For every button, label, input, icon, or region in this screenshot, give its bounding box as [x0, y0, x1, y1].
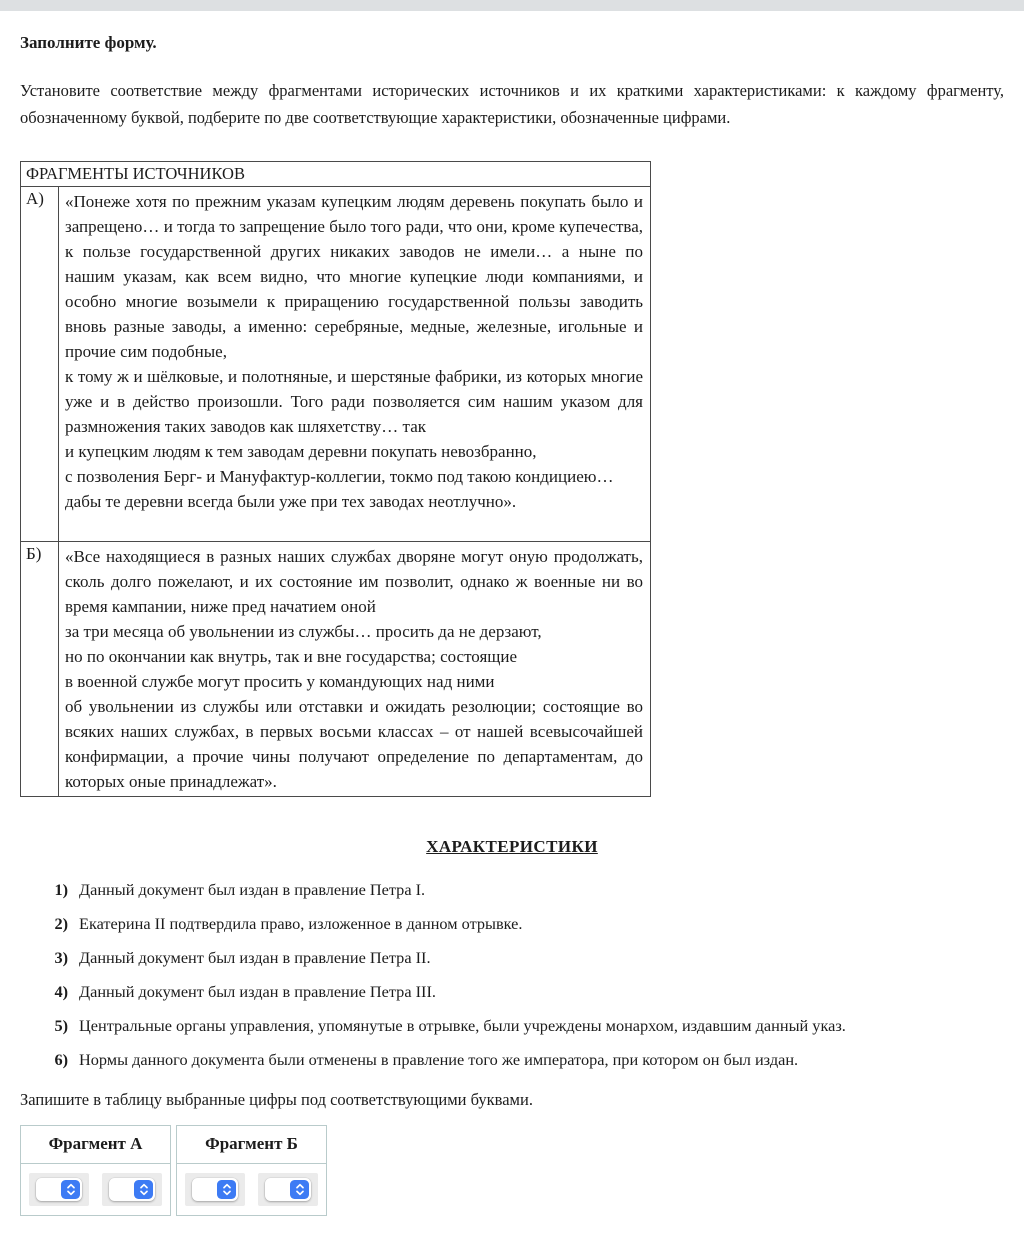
fragment-b-label: Б) [21, 542, 59, 797]
fragment-text-line: за три месяца об увольнении из службы… просить да не дерзают, [65, 622, 542, 642]
list-item [20, 981, 1004, 1002]
fragment-text-line: с позволения Берг- и Мануфактур-коллегии, токмо под такою кондициею… [65, 467, 614, 487]
answer-body-fragment-a [21, 1164, 170, 1215]
answer-body-fragment-b [177, 1164, 326, 1215]
fragment-a-text [59, 187, 651, 542]
item-text: Центральные органы управления, упомянутые в отрывке, были учреждены монархом, издавшим данный указ. [79, 1016, 846, 1036]
fragment-text-line: в военной службе могут просить у командующих над ними [65, 672, 495, 692]
list-item [20, 913, 1004, 934]
item-number: 2) [54, 914, 68, 934]
answer-tables [20, 1125, 1004, 1216]
page-title: Заполните форму. [20, 33, 157, 52]
answer-header-fragment-a: Фрагмент А [21, 1126, 170, 1164]
chevron-up-down-icon[interactable] [290, 1180, 309, 1199]
fragments-table-header: ФРАГМЕНТЫ ИСТОЧНИКОВ [21, 162, 651, 187]
table-row [21, 187, 651, 542]
bottom-space [20, 1216, 1004, 1246]
list-item [20, 1049, 1004, 1070]
list-item [20, 879, 1004, 900]
fragments-table-header-row [21, 162, 651, 187]
item-text: Екатерина II подтвердила право, изложенное в данном отрывке. [79, 914, 523, 934]
fragment-b-select-2[interactable] [265, 1178, 311, 1201]
answer-header-fragment-b: Фрагмент Б [177, 1126, 326, 1164]
item-number: 4) [54, 982, 68, 1002]
fragment-b-text [59, 542, 651, 797]
fragment-a-select-2[interactable] [109, 1178, 155, 1201]
fragment-text-line: «Все находящиеся в разных наших службах дворяне могут оную продолжать, сколь долго пожелают, и их состояние им позволит, однако ж военные ни во время кампании, ниже пред начатием оной [65, 547, 643, 617]
select-tray [29, 1173, 89, 1206]
item-number: 1) [54, 880, 68, 900]
table-row [21, 542, 651, 797]
fragment-text-line: дабы те деревни всегда были уже при тех заводах неотлучно». [65, 492, 517, 512]
item-text: Нормы данного документа были отменены в правление того же императора, при котором он был издан. [79, 1050, 799, 1070]
fragment-b-select-1[interactable] [192, 1178, 238, 1201]
top-bar [0, 0, 1024, 11]
select-tray [102, 1173, 162, 1206]
item-text: Данный документ был издан в правление Петра I. [79, 880, 426, 900]
fragment-a-select-1[interactable] [36, 1178, 82, 1201]
characteristics-heading: ХАРАКТЕРИСТИКИ [426, 837, 598, 857]
chevron-up-down-icon[interactable] [61, 1180, 80, 1199]
answer-box-fragment-b [176, 1125, 327, 1216]
answer-box-fragment-a [20, 1125, 171, 1216]
blank-line [65, 514, 643, 539]
task-intro-text: Установите соответствие между фрагментами исторических источников и их краткими характеристиками: к каждому фрагменту, обозначенному буквой, подберите по две соответствующие характеристики, обозначенные цифрами. [20, 81, 1004, 128]
select-tray [258, 1173, 318, 1206]
item-number: 5) [54, 1016, 68, 1036]
fragment-text-line: но по окончании как внутрь, так и вне государства; состоящие [65, 647, 518, 667]
item-text: Данный документ был издан в правление Петра III. [79, 982, 436, 1002]
item-number: 3) [54, 948, 68, 968]
fragment-text-line: и купецким людям к тем заводам деревни покупать невозбранно, [65, 442, 537, 462]
chevron-up-down-icon[interactable] [217, 1180, 236, 1199]
fragments-table [20, 161, 651, 797]
item-number: 6) [54, 1050, 68, 1070]
chevron-up-down-icon[interactable] [134, 1180, 153, 1199]
fragment-text-line: об увольнении из службы или отставки и ожидать резолюции; состоящие во всяких наших службах, в первых восьми классах – от нашей всевысочайшей конфирмации, а прочие чины получают определение по департаментам, до которых оные принадлежат». [65, 697, 643, 792]
item-text: Данный документ был издан в правление Петра II. [79, 948, 431, 968]
list-item [20, 947, 1004, 968]
characteristics-list [20, 879, 1004, 1070]
list-item [20, 1015, 1004, 1036]
fragment-text-line: к тому ж и шёлковые, и полотняные, и шерстяные фабрики, из которых многие уже и в действо произошли. Того ради позволяется сим нашим указом для размножения таких заводов как шляхетству… так [65, 367, 643, 437]
fragment-a-label: А) [21, 187, 59, 542]
content [0, 33, 1024, 1246]
fragment-text-line: «Понеже хотя по прежним указам купецким людям деревень покупать было и запрещено… и тогда то запрещение было того ради, что они, кроме купечества, к пользе государственной других никаких заводов не имели… а ныне по нашим указам, как всем видно, что многие купецкие люди компаниями, и особно многие возымели к приращению государственной пользы заводить вновь разные заводы, а именно: серебряные, медные, железные, игольные и прочие сим подобные, [65, 192, 643, 362]
write-instruction-text: Запишите в таблицу выбранные цифры под соответствующими буквами. [20, 1090, 533, 1110]
select-tray [185, 1173, 245, 1206]
